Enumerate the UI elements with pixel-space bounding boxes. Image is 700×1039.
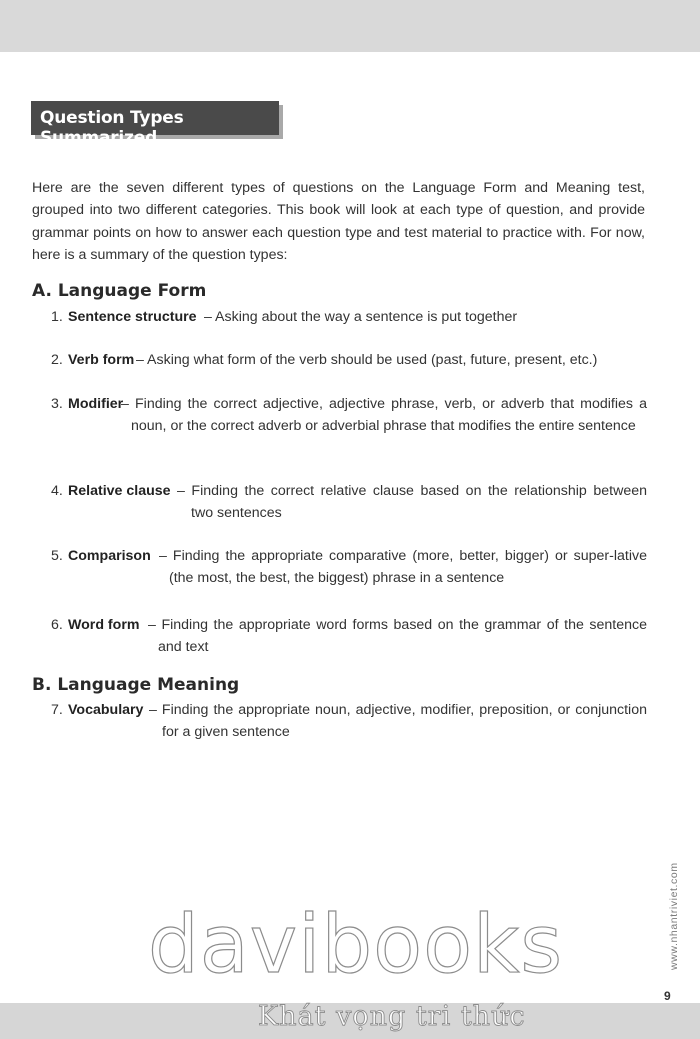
item-term: Comparison [68,548,151,564]
list-item [51,307,647,329]
item-description: – Finding the appropriate comparative (more, better, bigger) or super-lative (the most, the best, the biggest) phrase in a sentence [159,548,647,586]
item-number: 7. [51,702,63,718]
top-gray-band [0,0,700,52]
item-term: Vocabulary [68,702,144,718]
item-description: – Finding the correct adjective, adjective phrase, verb, or adverb that modifies a noun, or the correct adverb or adverbial phrase that modifies the entire sentence [121,396,647,434]
item-description: – Asking what form of the verb should be used (past, future, present, etc.) [136,352,598,368]
item-number: 5. [51,548,63,564]
intro-paragraph: Here are the seven different types of questions on the Language Form and Meaning test, grouped into two different categories. This book will look at each type of question, and provide grammar points on how to answer each question type and test material to practice with. For now, here is a summary of the question types: [32,180,645,263]
section-title-language-meaning: B. Language Meaning [32,675,240,695]
list-item [51,546,647,590]
watermark-tagline: Khát vọng tri thức [258,1001,526,1032]
item-number: 2. [51,352,63,368]
page-number: 9 [664,989,671,1003]
item-term: Word form [68,617,140,633]
list-item [51,394,647,438]
section-heading-box [31,101,279,148]
item-number: 1. [51,309,63,325]
item-description: – Asking about the way a sentence is put together [204,309,518,325]
section-title-language-form: A. Language Form [32,281,207,301]
list-item [51,615,647,659]
item-description: – Finding the appropriate noun, adjective, modifier, preposition, or conjunction for a given sentence [149,702,647,740]
item-number: 6. [51,617,63,633]
item-description: – Finding the appropriate word forms based on the grammar of the sentence and text [148,617,647,655]
list-item [51,700,647,744]
publisher-url-text: www.nhantriviet.com [668,862,680,970]
item-term: Verb form [68,352,135,368]
item-number: 3. [51,396,63,412]
watermark-logo: davibooks [148,898,564,991]
item-term: Modifier [68,396,124,412]
list-item [51,481,647,525]
section-heading: Question Types Summarized [40,108,184,148]
item-term: Sentence structure [68,309,197,325]
item-term: Relative clause [68,483,171,499]
list-item [51,350,647,372]
item-number: 4. [51,483,63,499]
item-description: – Finding the correct relative clause based on the relationship between two sentences [177,483,647,521]
publisher-url [664,830,684,970]
